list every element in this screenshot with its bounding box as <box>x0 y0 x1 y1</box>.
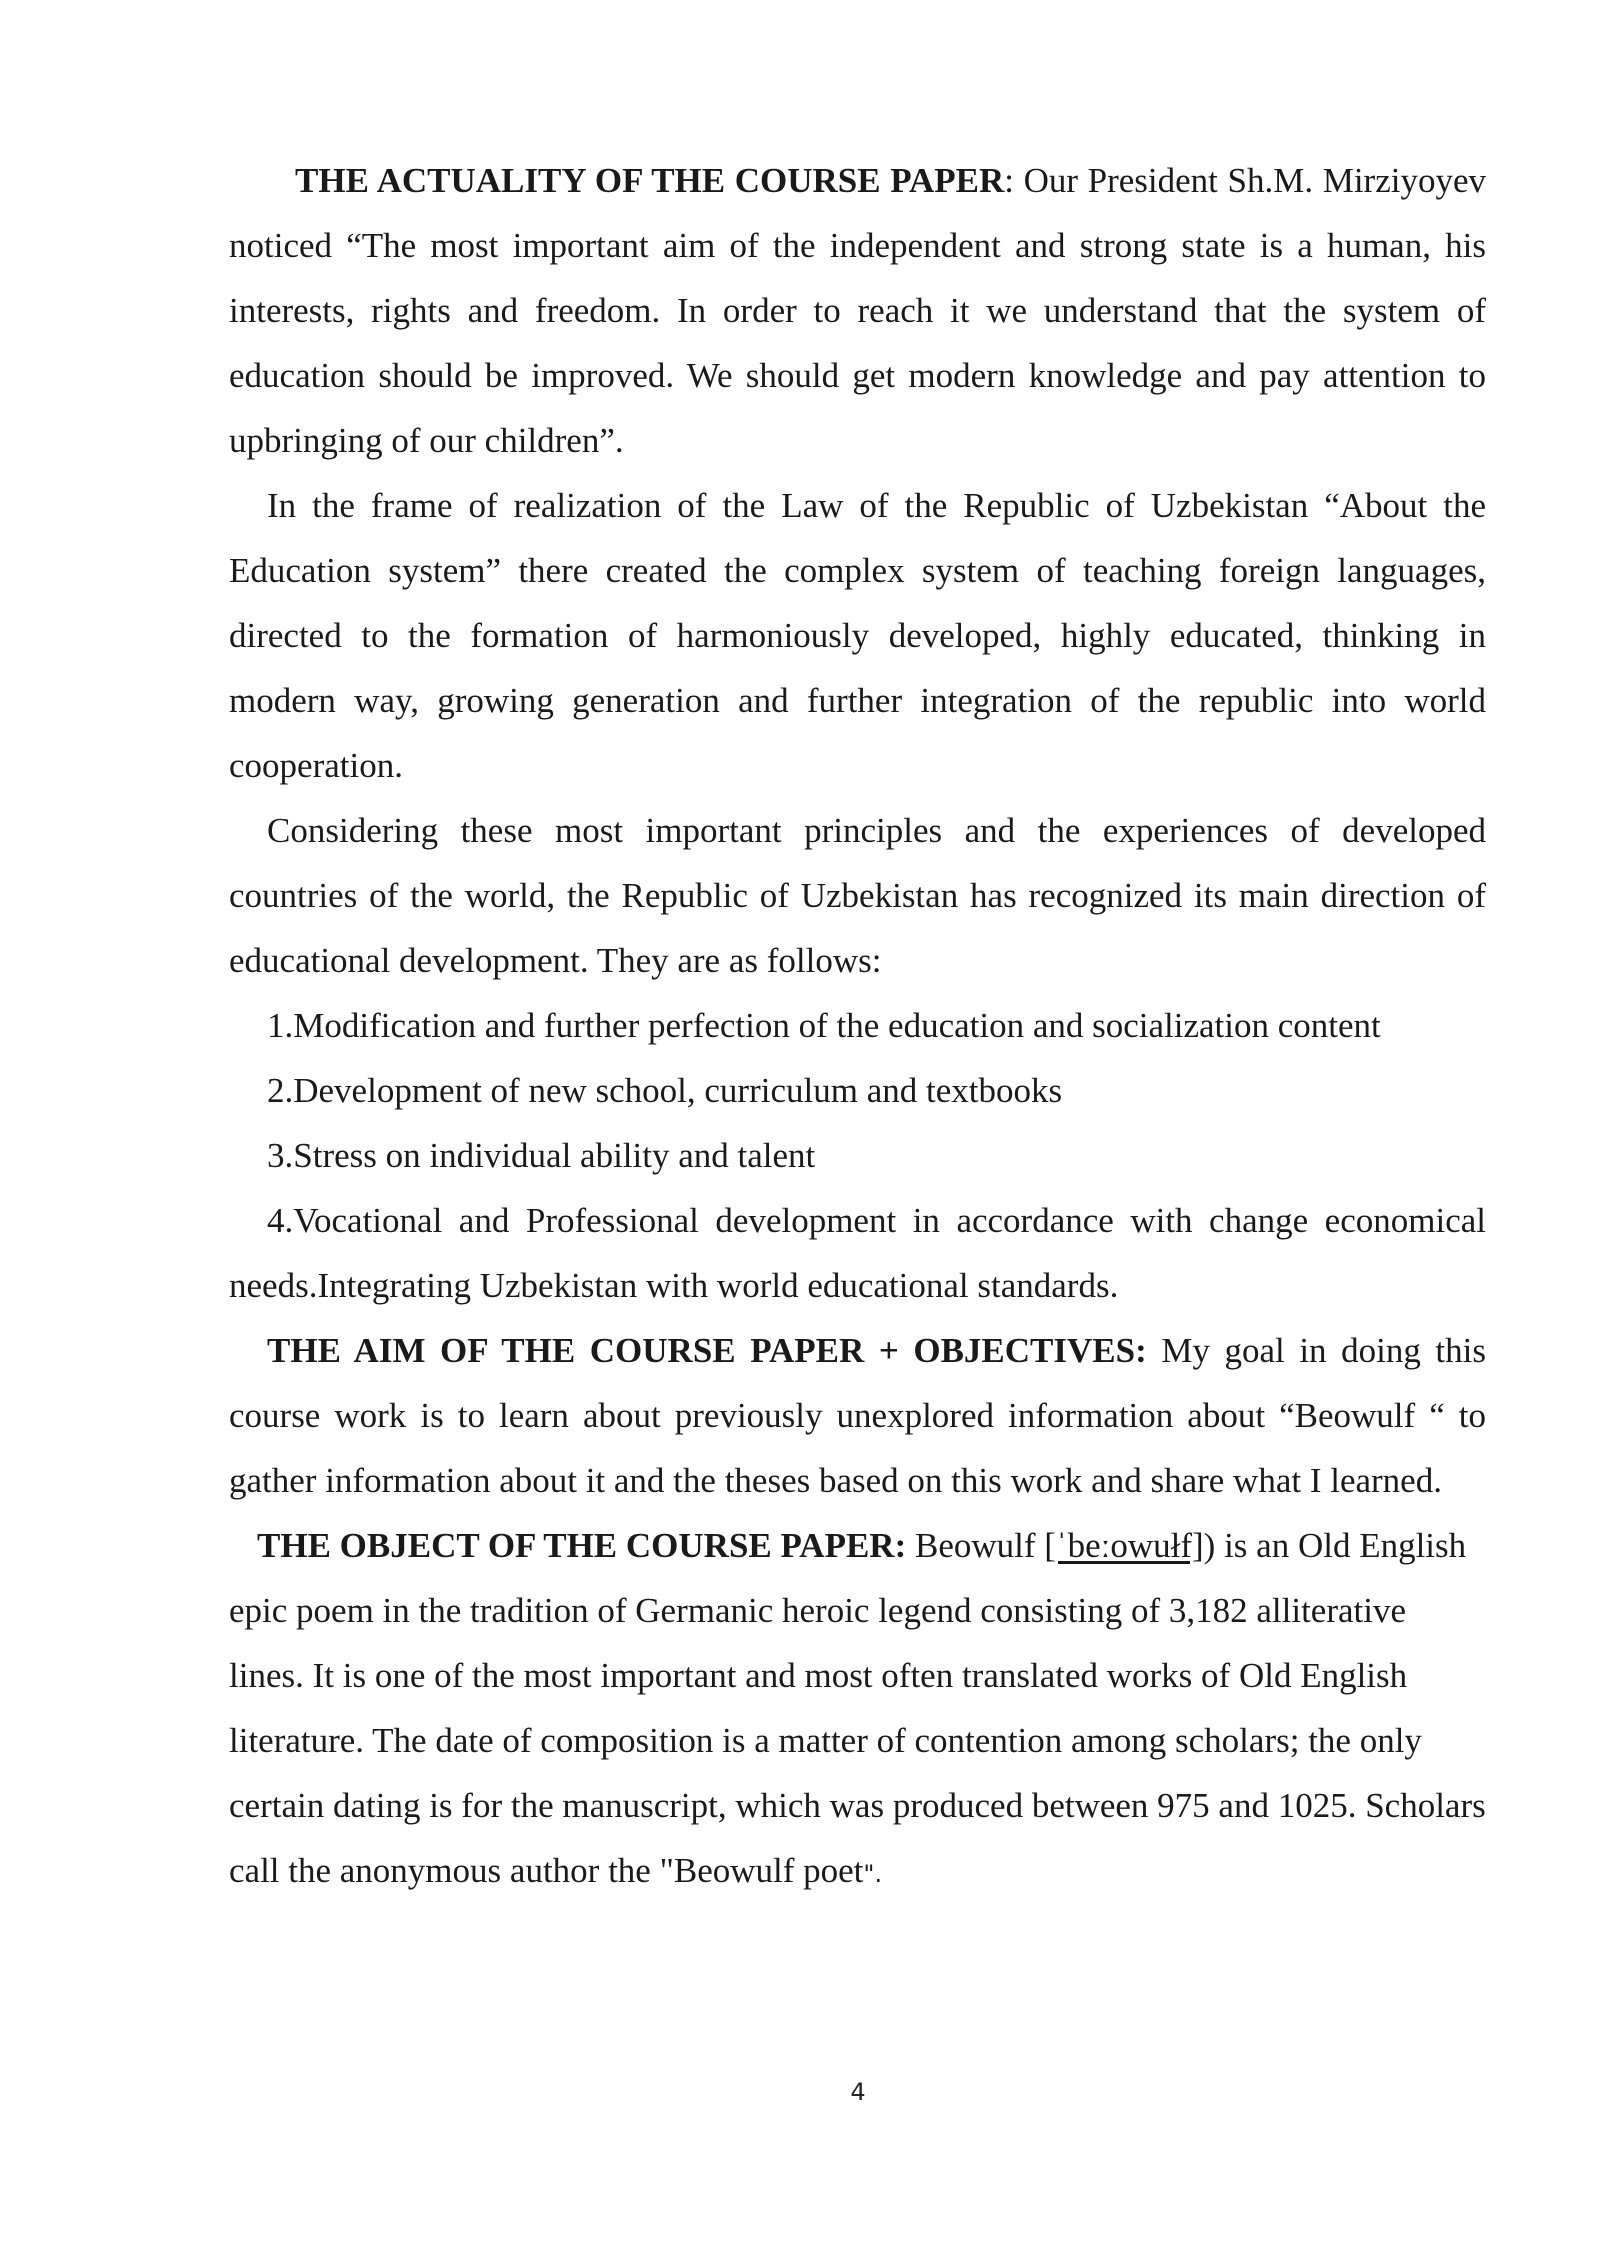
document-page <box>229 148 1486 1907</box>
object-paragraph <box>229 1513 1486 1907</box>
ipa-pronunciation: [ˈbeːowułf] <box>1044 1526 1204 1565</box>
aim-paragraph <box>229 1318 1486 1513</box>
actuality-paragraph <box>229 148 1486 473</box>
object-end-quote: ". <box>863 1860 883 1888</box>
aim-text: My goal in doing this course work is to learn about previously unexplored information about “Beowulf “ to gather information about it and the theses based on this work and share what I learned. <box>229 1331 1486 1500</box>
actuality-colon: : <box>1004 161 1014 200</box>
object-text-after: ) is an Old English epic poem in the tradition of Germanic heroic legend consisting of 3,182 alliterative lines. It is one of the most important and most often translated works of Old English literature. The date of composition is a matter of contention among scholars; the only certain dating is for the manuscript, which was produced between 975 and 1025. Scholars call the anonymous author the "Beowulf poet <box>229 1526 1486 1890</box>
aim-heading: THE AIM OF THE COURSE PAPER + OBJECTIVES: <box>267 1331 1147 1370</box>
actuality-text: Our President Sh.M. Mirziyoyev noticed “The most important aim of the independent and strong state is a human, his interests, rights and freedom. In order to reach it we understand that the system of education should be improved. We should get modern knowledge and pay attention to upbringing of our children”. <box>229 161 1486 460</box>
list-item-1: 1.Modification and further perfection of the education and socialization content <box>267 1006 1381 1045</box>
principles-paragraph: Considering these most important principles and the experiences of developed countries of the world, the Republic of Uzbekistan has recognized its main direction of educational development. They are as follows: <box>229 811 1486 980</box>
list-item-3: 3.Stress on individual ability and talent <box>267 1136 816 1175</box>
object-text-before: Beowulf <box>906 1526 1045 1565</box>
list-item-2: 2.Development of new school, curriculum and textbooks <box>267 1071 1063 1110</box>
law-paragraph: In the frame of realization of the Law of the Republic of Uzbekistan “About the Education system” there created the complex system of teaching foreign languages, directed to the formation of harmoniously developed, highly educated, thinking in modern way, growing generation and further integration of the republic into world cooperation. <box>229 486 1486 785</box>
page-number: 4 <box>850 2078 866 2106</box>
actuality-heading: THE ACTUALITY OF THE COURSE PAPER <box>295 161 1005 200</box>
list-item-4: 4.Vocational and Professional development in accordance with change economical needs.Integrating Uzbekistan with world educational standards. <box>229 1201 1486 1305</box>
object-heading: THE OBJECT OF THE COURSE PAPER: <box>257 1526 907 1565</box>
